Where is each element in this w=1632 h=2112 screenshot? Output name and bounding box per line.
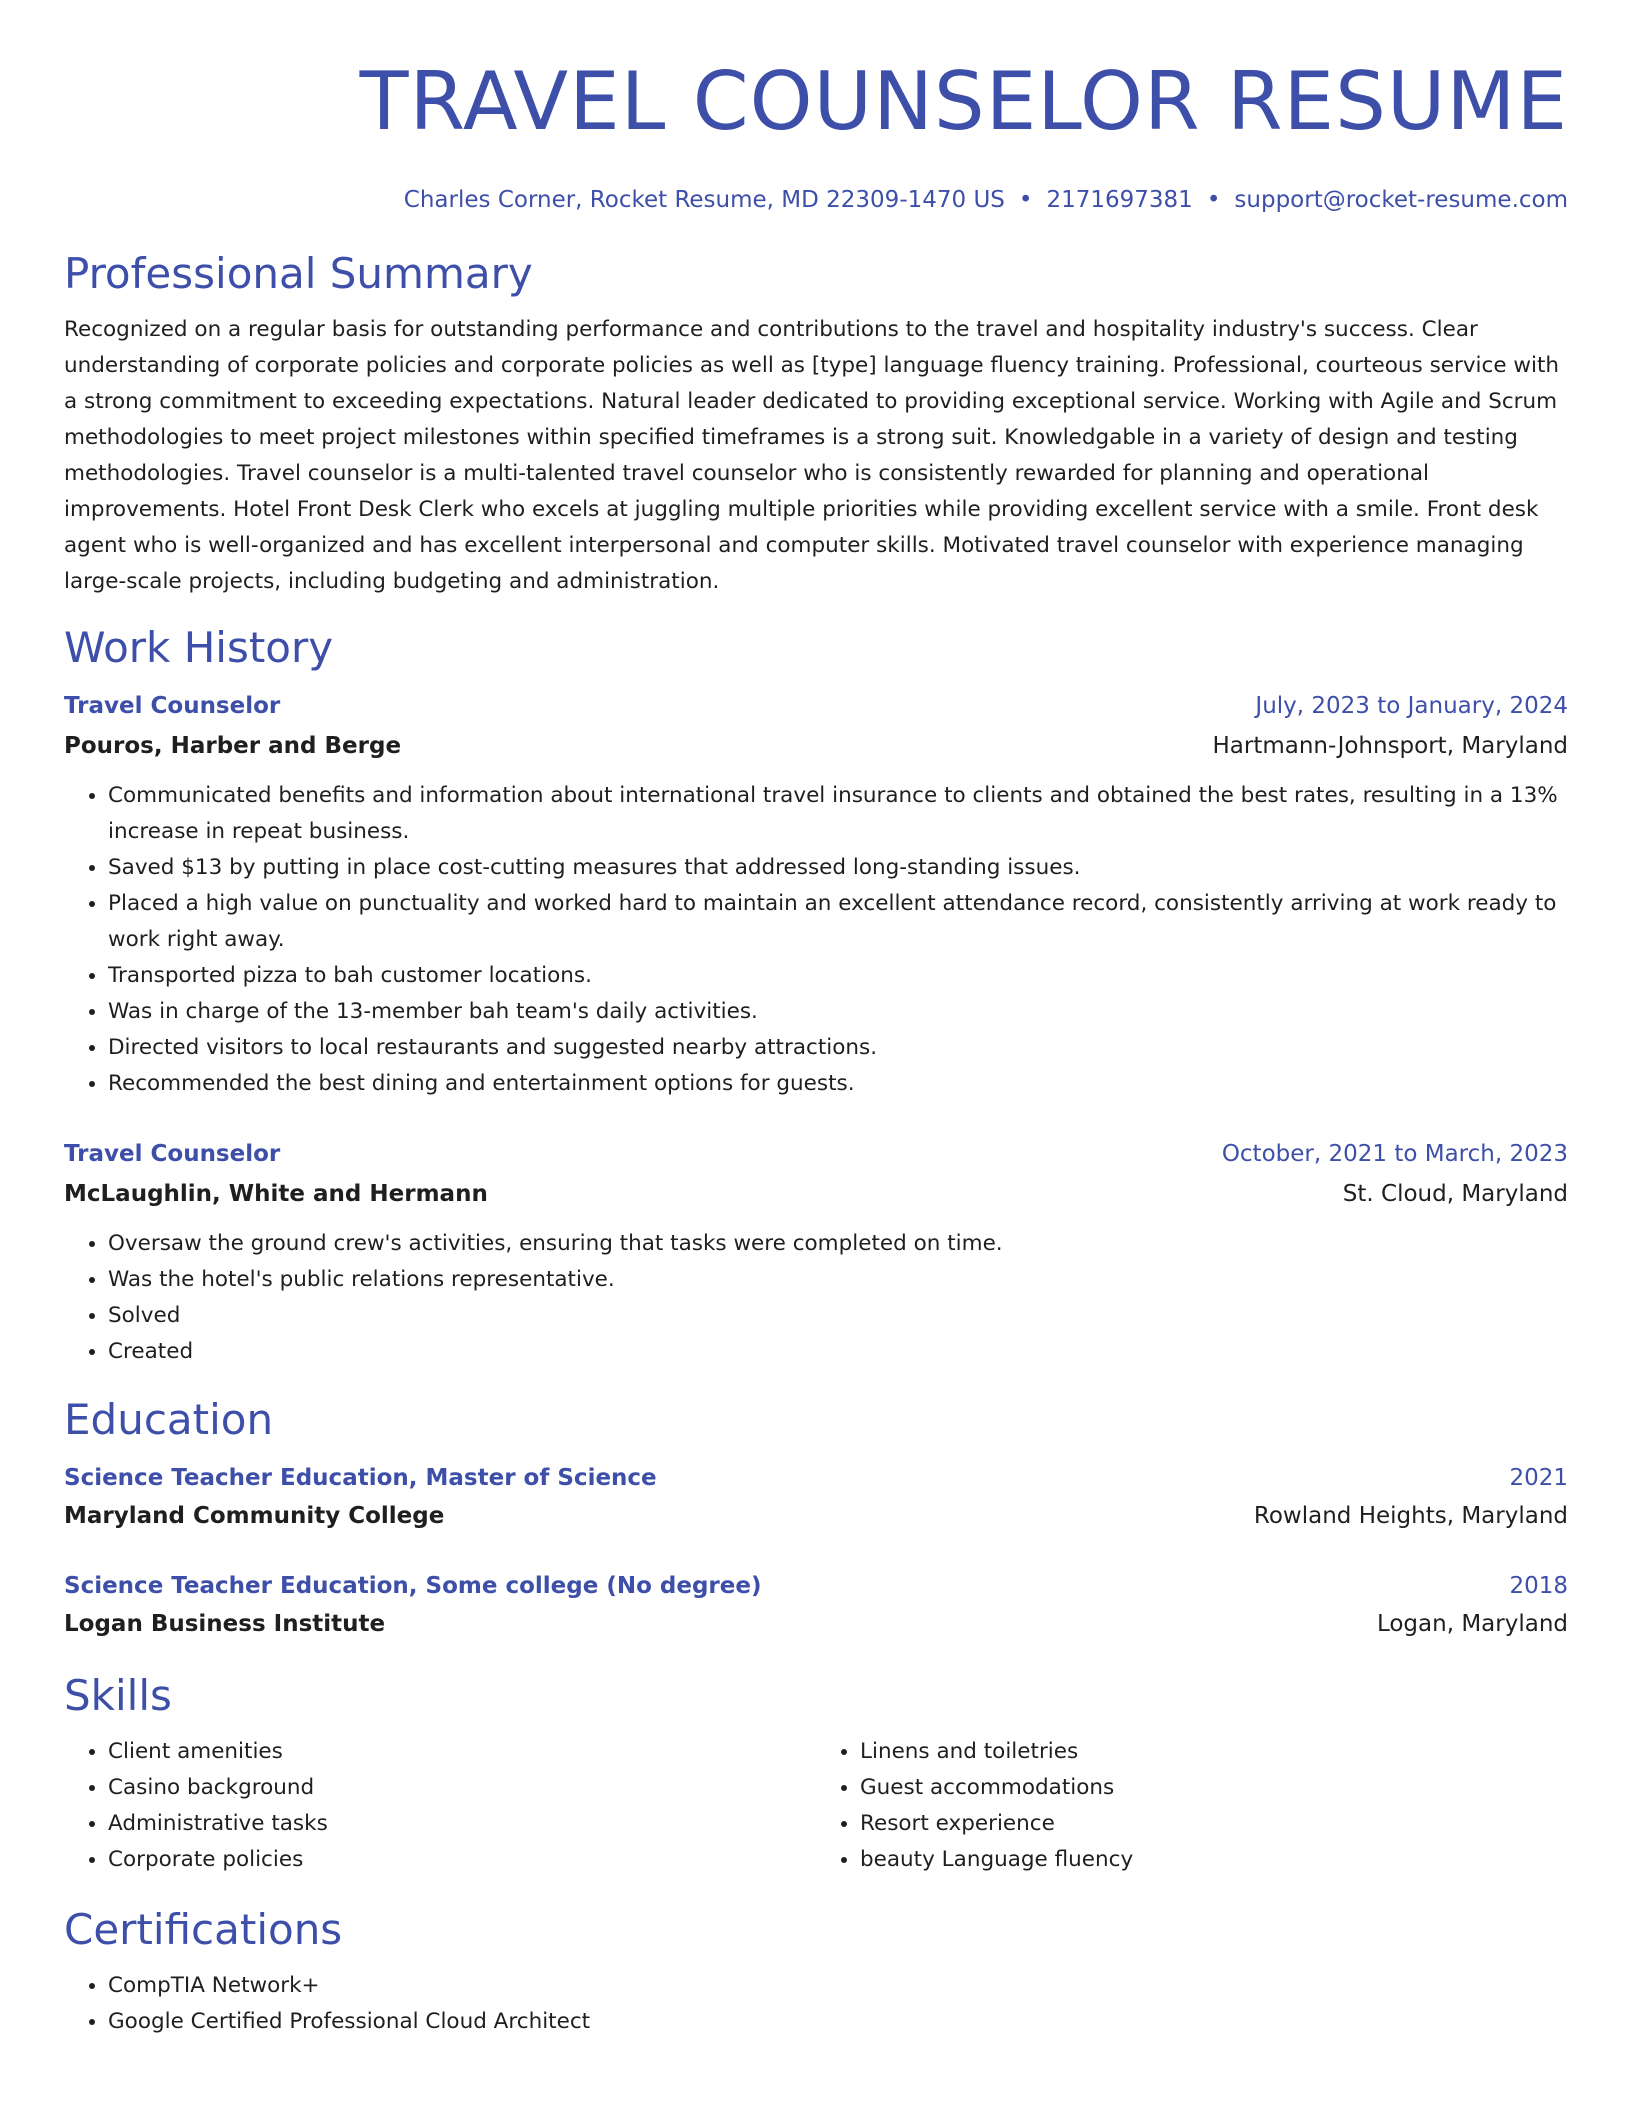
education-school-row <box>64 1496 1568 1536</box>
list-item: • Directed visitors to local restaurants and suggested nearby attractions. <box>108 1030 1568 1066</box>
job-header-row <box>64 686 1568 726</box>
job-title: Travel Counselor <box>64 1141 281 1167</box>
summary-heading: Professional Summary <box>64 249 533 298</box>
summary-text: Recognized on a regular basis for outstanding performance and contributions to the travel and hospitality industry's success. Clear understanding of corporate policies and corporate policies as well as [type] language fluency training. Professional, courteous service with a strong commitment to exceeding expectations. Natural leader dedicated to providing exceptional service. Working with Agile and Scrum methodologies to meet project milestones within specified timeframes is a strong suit. Knowledgable in a variety of design and testing methodologies. Travel counselor is a multi-talented travel counselor who is consistently rewarded for planning and operational improvements. Hotel Front Desk Clerk who excels at juggling multiple priorities while providing excellent service with a smile. Front desk agent who is well-organized and has excellent interpersonal and computer skills. Motivated travel counselor with experience managing large-scale projects, including budgeting and administration. <box>64 317 1560 594</box>
work-history-heading: Work History <box>64 623 334 672</box>
education-header-row <box>64 1566 1568 1606</box>
resume-title: TRAVEL COUNSELOR RESUME <box>359 55 1568 148</box>
job-company: Pouros, Harber and Berge <box>64 733 402 759</box>
job-entry <box>64 1134 1568 1370</box>
education-school-row <box>64 1604 1568 1644</box>
list-item: • Was in charge of the 13-member bah team's daily activities. <box>108 994 1568 1030</box>
contact-phone: 2171697381 <box>1046 187 1193 213</box>
certifications-heading: Certifications <box>64 1905 343 1954</box>
education-year: 2018 <box>1509 1573 1568 1599</box>
certification-item: • CompTIA Network+ <box>108 1968 1568 2004</box>
skill-item: • beauty Language fluency <box>860 1842 1568 1878</box>
education-location: Logan, Maryland <box>1376 1611 1568 1637</box>
job-company-row <box>64 1174 1568 1214</box>
skills-section <box>64 1670 1568 1878</box>
list-item: • Created <box>108 1334 1568 1370</box>
skill-item: • Casino background <box>108 1770 816 1806</box>
skill-item: • Guest accommodations <box>860 1770 1568 1806</box>
job-bullets <box>64 778 1568 1102</box>
job-location: St. Cloud, Maryland <box>1342 1181 1568 1207</box>
contact-separator: • <box>1018 187 1033 213</box>
contact-separator: • <box>1206 187 1221 213</box>
education-degree: Science Teacher Education, Some college (No degree) <box>64 1573 762 1599</box>
education-year: 2021 <box>1509 1465 1568 1491</box>
job-entry <box>64 686 1568 1102</box>
summary-section <box>64 248 1568 600</box>
education-location: Rowland Heights, Maryland <box>1253 1503 1568 1529</box>
list-item: • Was the hotel's public relations representative. <box>108 1262 1568 1298</box>
skills-grid <box>64 1734 1568 1878</box>
skill-item: • Client amenities <box>108 1734 816 1770</box>
skills-heading: Skills <box>64 1671 172 1720</box>
skill-item: • Administrative tasks <box>108 1806 816 1842</box>
job-dates: October, 2021 to March, 2023 <box>1221 1141 1568 1167</box>
education-degree: Science Teacher Education, Master of Science <box>64 1465 657 1491</box>
list-item: • Communicated benefits and information about international travel insurance to clients and obtained the best rates, resulting in a 13% increase in repeat business. <box>108 778 1568 850</box>
job-dates: July, 2023 to January, 2024 <box>1255 693 1568 719</box>
list-item: • Saved $13 by putting in place cost-cutting measures that addressed long-standing issues. <box>108 850 1568 886</box>
education-school: Logan Business Institute <box>64 1611 386 1637</box>
education-heading: Education <box>64 1395 274 1444</box>
job-company: McLaughlin, White and Hermann <box>64 1181 488 1207</box>
job-title: Travel Counselor <box>64 693 281 719</box>
certifications-section <box>64 1904 1568 2040</box>
job-bullets <box>64 1226 1568 1370</box>
education-section <box>64 1394 1568 1644</box>
list-item: • Transported pizza to bah customer locations. <box>108 958 1568 994</box>
job-header-row <box>64 1134 1568 1174</box>
work-history-section <box>64 622 1568 1370</box>
contact-line <box>64 186 1568 214</box>
skill-item: • Corporate policies <box>108 1842 816 1878</box>
job-location: Hartmann-Johnsport, Maryland <box>1212 733 1568 759</box>
list-item: • Recommended the best dining and entertainment options for guests. <box>108 1066 1568 1102</box>
education-entry <box>64 1566 1568 1644</box>
list-item: • Solved <box>108 1298 1568 1334</box>
job-company-row <box>64 726 1568 766</box>
certifications-list <box>64 1968 1568 2040</box>
contact-address: Charles Corner, Rocket Resume, MD 22309-1470 US <box>403 187 1005 213</box>
list-item: • Placed a high value on punctuality and worked hard to maintain an excellent attendance record, consistently arriving at work ready to work right away. <box>108 886 1568 958</box>
skill-item: • Linens and toiletries <box>860 1734 1568 1770</box>
certification-item: • Google Certified Professional Cloud Architect <box>108 2004 1568 2040</box>
contact-email: support@rocket-resume.com <box>1234 187 1568 213</box>
education-entry <box>64 1458 1568 1536</box>
list-item: • Oversaw the ground crew's activities, ensuring that tasks were completed on time. <box>108 1226 1568 1262</box>
skills-list-left <box>64 1734 816 1878</box>
skills-list-right <box>816 1734 1568 1878</box>
education-school: Maryland Community College <box>64 1503 445 1529</box>
education-header-row <box>64 1458 1568 1498</box>
skill-item: • Resort experience <box>860 1806 1568 1842</box>
